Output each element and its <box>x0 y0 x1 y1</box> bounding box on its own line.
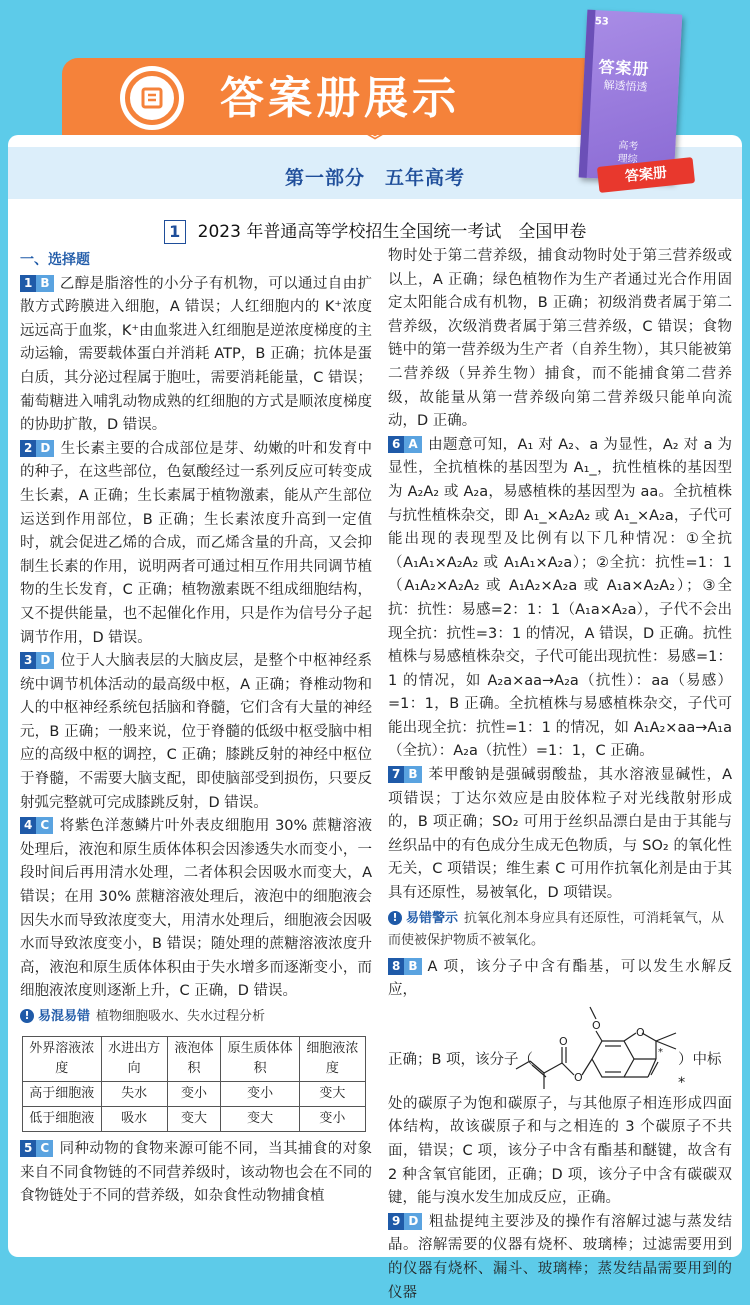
table-row <box>23 1082 366 1107</box>
right-column <box>388 245 732 1305</box>
answer-item-continued: 处的碳原子为饱和碳原子，与其他原子相连形成四面体结构，故该碳原子和与之相连的 3 个碳原子不共面，错误；C 项，该分子中含有酯基和醚键，故含有 2 种含氧官能团，正确；D 项，该分子中含有碳碳双键，能与溴水发生加成反应，正确。 <box>388 1095 732 1207</box>
answer-item: 4 C 将紫色洋葱鳞片叶外表皮细胞用 30% 蔗糖溶液处理后，液泡和原生质体体积会因渗透失水而变小，一段时间后再用清水处理，二者体积会因吸水而变大，A 错误；在用 30% 蔗糖溶液处理后，液泡中的细胞液会因失水而导致浓度变大，用清水处理后，细胞液会因吸水而导致浓度变小，B 错误；随处理的蔗糖溶液浓度升高，液泡和原生质体体积由于失水增多而逐渐变小，而细胞液浓度则逐渐上升，C 正确，D 错误。 <box>20 818 372 1000</box>
warning-icon: ! <box>388 911 402 925</box>
answer-item: 5 C 同种动物的食物来源可能不同，当其捕食的对象来自不同食物链的不同营养级时，该动物也会在不同的食物链处于不同的营养级，如杂食性动物捕食植 <box>20 1141 372 1205</box>
question-badge: 9 D <box>388 1213 422 1230</box>
banner-title: 答案册展示 <box>220 73 460 124</box>
chevron-down-icon: ︾ <box>363 129 386 154</box>
answer-item: 6 A 由题意可知，A₁ 对 A₂、a 为显性，A₂ 对 a 为显性，全抗植株的基因型为 A₁_，抗性植株的基因型为 A₂A₂ 或 A₂a，易感植株的基因型为 aa。全抗植株与抗性植株杂交，即 A₁_×A₂A₂ 或 A₁_×A₂a，子代可能出现的表现型及比例有以下几种情况：①全抗（A₁A₁×A₂A₂ 或 A₁A₁×A₂a）；②全抗：抗性=1：1（A₁A₂×A₂A₂ 或 A₁A₂×A₂a 或 A₁a×A₂A₂）；③全抗：抗性：易感=2：1：1（A₁a×A₂a），子代不会出现全抗：抗性=3：1 的情况，A 错误，D 正确。抗性植株与易感植株杂交，子代可能出现抗性：易感=1：1 的情况，如 A₂a×aa→A₂a（抗性）：aa（易感）=1：1，B 正确。全抗植株与易感植株杂交，子代可能出现全抗：抗性=1：1 的情况，如 A₁A₂×aa→A₁a（全抗）：A₂a（抗性）=1：1，C 正确。 <box>388 436 732 760</box>
section-heading: 一、选择题 <box>20 252 90 268</box>
table-cell: 变大 <box>299 1082 365 1107</box>
svg-text:O: O <box>592 1018 601 1032</box>
exam-name: 2023 年普通高等学校招生全国统一考试 全国甲卷 <box>197 222 587 242</box>
book-cover-image <box>579 10 683 183</box>
left-column <box>20 249 372 1209</box>
answer-item-continued: 物时处于第二营养级，捕食动物时处于第三营养级或以上，A 正确；绿色植物作为生产者通过光合作用固定太阳能合成有机物，B 正确；初级消费者属于第二营养级，次级消费者属于第三营养级，C 错误；食物链中的第一营养级为生产者（自养生物），其只能被第二营养级（异养生物）捕食，而不能捕食第二营养级，故能量从第一营养级向第二营养级只能单向流动，D 正确。 <box>388 248 732 430</box>
question-badge: 5 C <box>20 1140 53 1157</box>
svg-text:O: O <box>636 1025 645 1039</box>
answer-item: 2 D 生长素主要的合成部位是芽、幼嫩的叶和发育中的种子，在这些部位，色氨酸经过一系列反应可转变成生长素，A 正确；生长素属于植物激素，能从产生部位运送到作用部位，B 正确；生长素浓度升高到一定值时，就会促进乙烯的合成，而乙烯含量的升高，又会抑制生长素的作用，说明两者可通过相互作用共同调节植物的生长发育，C 正确；植物激素既不组成细胞结构，又不提供能量，也不起催化作用，只是作为信号分子起调节作用，D 错误。 <box>20 440 372 646</box>
exam-title <box>8 217 742 244</box>
structure-lead-text: 正确；B 项，该分子（ <box>388 1051 534 1068</box>
tip-note: ! 易混易错 植物细胞吸水、失水过程分析 <box>20 1006 372 1028</box>
book-logo-icon <box>120 66 184 130</box>
answer-item: 8 B A 项，该分子中含有酯基，可以发生水解反应， <box>388 958 732 999</box>
table-row <box>23 1107 366 1132</box>
table-header-cell: 液泡体积 <box>167 1037 221 1082</box>
question-badge: 3 D <box>20 652 54 669</box>
answer-item: 7 B 苯甲酸钠是强碱弱酸盐，其水溶液显碱性，A 项错误；丁达尔效应是由胶体粒子对光线散射形成的，B 项正确；SO₂ 可用于丝织品漂白是由于其能与丝织品中的有色成分生成无色物质，与 SO₂ 的氧化性无关，C 项错误；维生素 C 可用作抗氧化剂是由于其具有还原性，易被氧化，D 项错误。 <box>388 767 732 902</box>
answer-item: 9 D 粗盐提纯主要涉及的操作有溶解过滤与蒸发结晶。溶解需要的仪器有烧杯、玻璃棒；过滤需要用到的仪器有烧杯、漏斗、玻璃棒；蒸发结晶需要用到的仪器 <box>388 1213 732 1301</box>
tip-note: ! 易错警示 抗氧化剂本身应具有还原性，可消耗氧气，从而使被保护物质不被氧化。 <box>388 910 725 948</box>
table-cell: 失水 <box>101 1082 167 1107</box>
question-badge: 8 B <box>388 958 422 975</box>
table-cell: 高于细胞液 <box>23 1082 102 1107</box>
table-cell: 吸水 <box>101 1107 167 1132</box>
table-header-cell: 外界溶液浓度 <box>23 1037 102 1082</box>
answer-page <box>8 129 742 1301</box>
structure-line <box>388 1003 732 1093</box>
table-cell: 低于细胞液 <box>23 1107 102 1132</box>
structure-trail-text: ）中标 * <box>678 1051 722 1092</box>
table-cell: 变小 <box>167 1082 221 1107</box>
svg-text:*: * <box>658 1046 663 1058</box>
question-badge: 1 B <box>20 275 54 292</box>
table-header-cell: 细胞液浓度 <box>299 1037 365 1082</box>
molecule-structure-icon <box>508 1003 680 1093</box>
question-badge: 4 C <box>20 817 53 834</box>
data-table <box>22 1036 366 1132</box>
table-cell: 变小 <box>299 1107 365 1132</box>
book-tag: 答案册 <box>597 157 695 193</box>
table-cell: 变小 <box>221 1082 300 1107</box>
question-badge: 6 A <box>388 436 422 453</box>
svg-text:O: O <box>559 1034 568 1048</box>
question-badge: 7 B <box>388 766 422 783</box>
answer-item: 1 B 乙醇是脂溶性的小分子有机物，可以通过自由扩散方式跨膜进入细胞，A 错误；人红细胞内的 K⁺浓度远远高于血浆，K⁺由血浆进入红细胞是逆浓度梯度的主动运输，需要载体蛋白并消耗 ATP，B 正确；抗体是蛋白质，其分泌过程属于胞吐，需要消耗能量，C 错误；葡萄糖进入哺乳动物成熟的红细胞的方式是顺浓度梯度的协助扩散，D 错误。 <box>20 275 372 434</box>
table-cell: 变大 <box>167 1107 221 1132</box>
table-header-row <box>23 1037 366 1082</box>
table-header-cell: 原生质体体积 <box>221 1037 300 1082</box>
svg-text:O: O <box>574 1070 583 1084</box>
tip-tag: ! 易错警示 <box>388 911 458 926</box>
tip-tag: ! 易混易错 <box>20 1009 90 1024</box>
book-title: 答案册 <box>597 57 650 79</box>
book-series: 高考 理综 <box>617 140 639 166</box>
section-title: 第一部分 五年高考 <box>284 167 465 189</box>
answer-item: 3 D 位于人大脑表层的大脑皮层，是整个中枢神经系统中调节机体活动的最高级中枢，A 正确；脊椎动物和人的中枢神经系统包括脑和脊髓，它们含有大量的神经元，B 正确；一般来说，位于脊髓的低级中枢受脑中相应的高级中枢的调控，C 正确；膝跳反射的神经中枢位于脊髓，不需要大脑支配，即使脑部受到损伤，只要反射弧完整就可完成膝跳反射，D 错误。 <box>20 653 372 811</box>
table-cell: 变大 <box>221 1107 300 1132</box>
warning-icon: ! <box>20 1009 34 1023</box>
table-header-cell: 水进出方向 <box>101 1037 167 1082</box>
book-brand: 53 <box>594 16 610 28</box>
exam-number: 1 <box>164 220 186 244</box>
question-badge: 2 D <box>20 440 54 457</box>
book-subtitle: 解透悟透 <box>603 78 648 94</box>
